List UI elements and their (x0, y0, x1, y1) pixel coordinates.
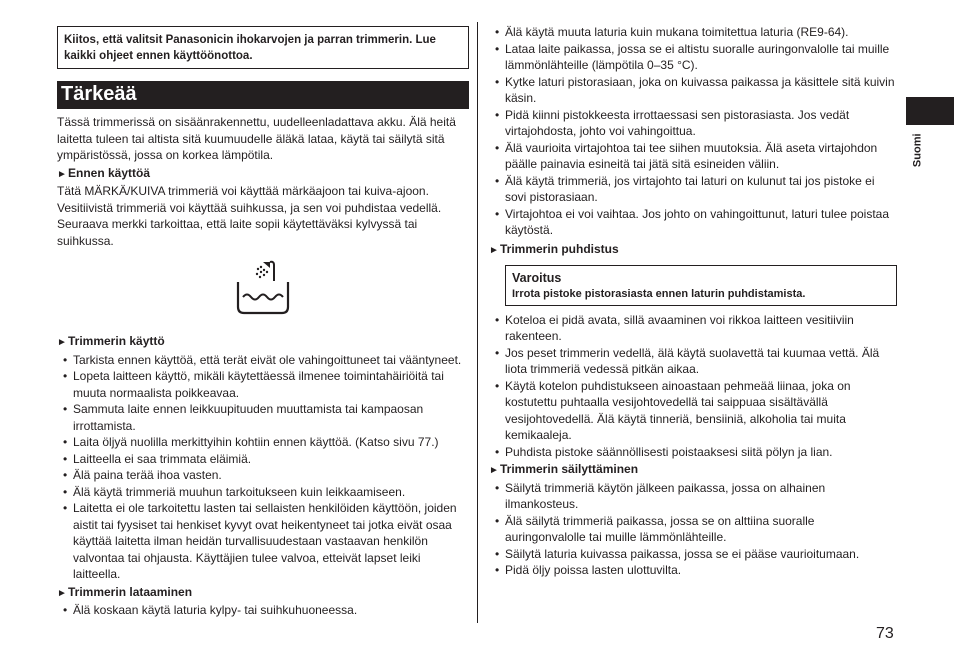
lead-paragraph: Tässä trimmerissä on sisäänrakennettu, uudelleenladattava akku. Älä heitä laitetta tuleen tai altista sitä kuumuudelle äläkä lataa, käytä tai säilytä sitä ympäristössä, jossa on korkea lämpötila. (57, 115, 456, 162)
list-item: • Pidä öljy poissa lasten ulottuvilta. (505, 562, 897, 579)
intro-text: Kiitos, että valitsit Panasonicin ihokarvojen ja parran trimmerin. Lue kaikki ohjeet ennen käyttöönottoa. (64, 34, 436, 62)
section-heading: Tärkeää (57, 81, 469, 109)
list-item: • Älä käytä muuta laturia kuin mukana toimitettua laturia (RE9-64). (505, 24, 897, 41)
language-label-text: Suomi (911, 133, 924, 167)
list-item: • Kytke laturi pistorasiaan, joka on kuivassa paikassa ja käsittele sitä kuivin käsin. (505, 74, 897, 107)
arrow-icon: ► (57, 337, 67, 348)
charging-list-part2 (489, 24, 897, 239)
cleaning-subheading (489, 241, 897, 260)
list-item: • Lataa laite paikassa, jossa se ei altistu suoralle auringonvalolle tai muille lämmönlähteille (lämpötila 0–35 °C). (505, 41, 897, 74)
list-item: • Laita öljyä nuolilla merkittyihin kohtiin ennen käyttöä. (Katso sivu 77.) (73, 434, 469, 451)
list-item: • Tarkista ennen käyttöä, että terät eivät ole vahingoittuneet tai vääntyneet. (73, 352, 469, 369)
list-item: • Käytä kotelon puhdistukseen ainoastaan pehmeää liinaa, joka on kostutettu puhtaalla vesijohtovedellä tai saippuaa sisältävällä vesijohtovedellä. Älä käytä tinneriä, bensiiniä, alkoholia tai muita kemikaaleja. (505, 378, 897, 444)
list-item: • Älä käytä trimmeriä, jos virtajohto tai laturi on kulunut tai jos pistoke ei sovi pistorasiaan. (505, 173, 897, 206)
charging-subheading (57, 584, 469, 603)
list-item: • Pidä kiinni pistokkeesta irrottaessasi sen pistorasiasta. Jos vedät virtajohdosta, johto voi vahingoittua. (505, 107, 897, 140)
right-column (489, 24, 897, 579)
charging-list-part1 (57, 602, 469, 619)
list-item: • Älä koskaan käytä laturia kylpy- tai suihkuhuoneessa. (73, 602, 469, 619)
storage-title: Trimmerin säilyttäminen (500, 462, 639, 476)
list-item: • Säilytä laturia kuivassa paikassa, jossa se ei pääse vaurioitumaan. (505, 546, 897, 563)
list-item: • Älä vaurioita virtajohtoa tai tee siihen muutoksia. Älä aseta virtajohdon päälle painavia esineitä tai jätä sitä esineiden väliin. (505, 140, 897, 173)
cleaning-list (489, 312, 897, 461)
list-item: • Laitteella ei saa trimmata eläimiä. (73, 451, 469, 468)
before-use-subheading (57, 165, 469, 184)
left-column (57, 26, 469, 619)
list-item: • Sammuta laite ennen leikkuupituuden muuttamista tai kampaosan irrottamista. (73, 401, 469, 434)
list-item: • Lopeta laitteen käyttö, mikäli käytettäessä ilmenee toimintahäiriöitä tai muuta normaalista poikkeavaa. (73, 368, 469, 401)
list-item: • Puhdista pistoke säännöllisesti poistaaksesi siitä pölyn ja lian. (505, 444, 897, 461)
arrow-icon: ► (489, 465, 499, 476)
arrow-icon: ► (57, 587, 67, 599)
bath-shower-icon (230, 257, 296, 323)
arrow-icon: ► (57, 168, 67, 180)
storage-list (489, 480, 897, 579)
page-number: 73 (876, 625, 894, 642)
arrow-icon: ► (489, 244, 499, 256)
intro-box (57, 26, 469, 69)
list-item: • Jos peset trimmerin vedellä, älä käytä suolavettä tai kuumaa vettä. Älä liota trimmeriä vedessä pitkän aikaa. (505, 345, 897, 378)
list-item: • Koteloa ei pidä avata, sillä avaaminen voi rikkoa laitteen vesitiiviin rakenteen. (505, 312, 897, 345)
charging-title: Trimmerin lataaminen (68, 584, 193, 599)
list-item: • Virtajohtoa ei voi vaihtaa. Jos johto on vahingoittunut, laturi tulee poistaa käytöstä. (505, 206, 897, 239)
cleaning-title: Trimmerin puhdistus (500, 241, 619, 256)
list-item: • Älä paina terää ihoa vasten. (73, 467, 469, 484)
list-item: • Säilytä trimmeriä käytön jälkeen paikassa, jossa on alhainen ilmankosteus. (505, 480, 897, 513)
list-item: • Älä säilytä trimmeriä paikassa, jossa se on alttiina suoralle auringonvalolle tai muille lämmönlähteille. (505, 513, 897, 546)
column-divider (477, 22, 478, 623)
before-use-text: Tätä MÄRKÄ/KUIVA trimmeriä voi käyttää märkäajoon tai kuiva-ajoon. Vesitiivistä trimmeriä voi käyttää suihkussa, ja sen voi puhdistaa vedellä. Seuraava merkki tarkoittaa, että laite sopii käytettäväksi kylvyssä tai suihkussa. (57, 184, 442, 248)
list-item: • Laitetta ei ole tarkoitettu lasten tai sellaisten henkilöiden käyttöön, joiden aistit tai fyysiset tai henkiset kyvyt ovat heikentyneet tai jotka eivät osaa käyttää laitetta ilman heidän turvallisuudestaan vastaavan henkilön valvontaa tai ohjausta. Käyttäjien tulee valvoa, etteivät lapset leiki laitteella. (73, 500, 469, 583)
language-label (906, 128, 930, 172)
caution-text: Irrota pistoke pistorasiasta ennen laturin puhdistamista. (512, 287, 806, 300)
caution-title: Varoitus (512, 271, 562, 285)
bath-icon-wrapper (57, 257, 469, 323)
list-item: • Älä käytä trimmeriä muuhun tarkoitukseen kuin leikkaamiseen. (73, 484, 469, 501)
language-tab-marker (906, 97, 954, 125)
use-subheading (57, 333, 469, 352)
before-use-title: Ennen käyttöä (68, 165, 151, 180)
storage-subheading (489, 461, 897, 480)
use-title: Trimmerin käyttö (68, 334, 165, 348)
use-list (57, 352, 469, 583)
caution-box (505, 265, 897, 306)
